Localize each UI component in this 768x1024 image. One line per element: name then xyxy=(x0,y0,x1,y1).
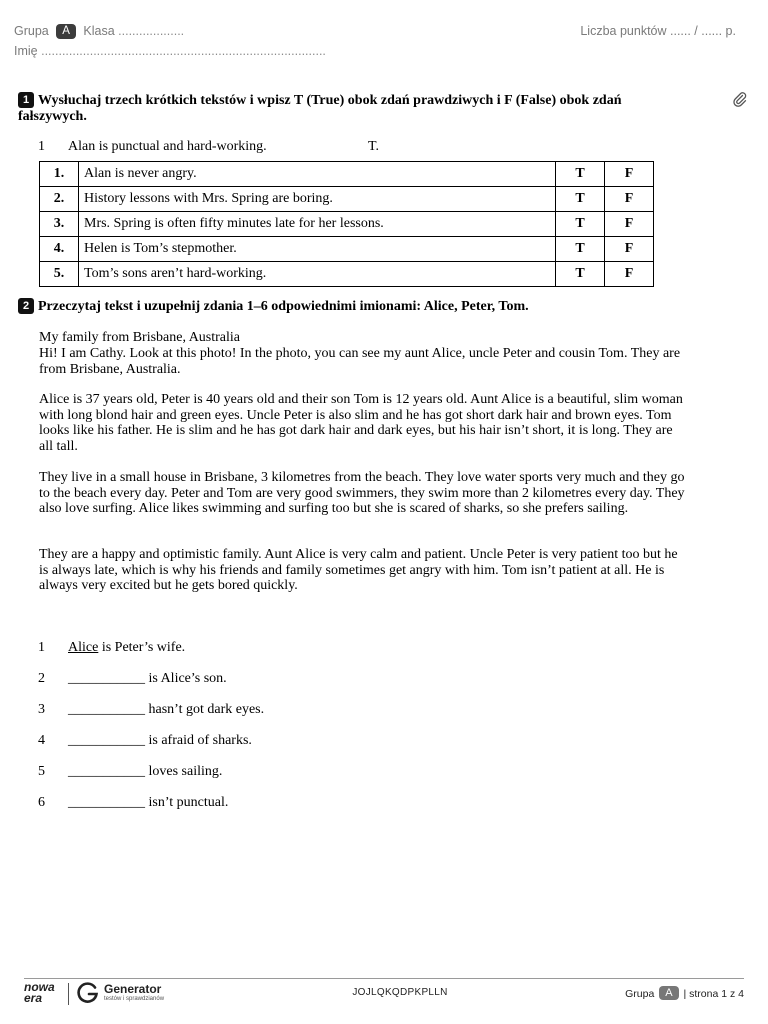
task-1-example xyxy=(38,139,380,155)
tf-row-number: 3. xyxy=(40,212,79,237)
klasa-label: Klasa xyxy=(83,24,115,38)
tf-statement: Mrs. Spring is often fifty minutes late for her lessons. xyxy=(79,212,556,237)
tf-row xyxy=(40,237,654,262)
answer-blank[interactable]: Alice xyxy=(68,640,99,655)
footer-group-badge: A xyxy=(659,986,678,1000)
question-number: 3 xyxy=(38,702,45,717)
tf-row-number: 5. xyxy=(40,262,79,287)
tf-row xyxy=(40,212,654,237)
task-1-number: 1 xyxy=(18,92,34,108)
false-option[interactable]: F xyxy=(605,187,654,212)
paperclip-icon[interactable] xyxy=(732,91,748,107)
footer-group-label: Grupa xyxy=(625,988,655,1000)
question-item xyxy=(38,764,222,780)
reading-title: My family from Brisbane, Australia xyxy=(39,330,241,345)
answer-blank[interactable]: ___________ xyxy=(68,702,145,717)
group-badge: A xyxy=(56,24,76,39)
header-name xyxy=(14,44,326,58)
question-number: 5 xyxy=(38,764,45,779)
true-option[interactable]: T xyxy=(556,187,605,212)
task-2-instruction xyxy=(18,298,668,315)
question-number: 1 xyxy=(38,640,45,655)
question-item xyxy=(38,795,228,811)
tf-row-number: 4. xyxy=(40,237,79,262)
true-option[interactable]: T xyxy=(556,262,605,287)
task-1-text: Wysłuchaj trzech krótkich tekstów i wpisz T (True) obok zdań prawdziwych i F (False) obok zdań fałszywych. xyxy=(18,93,622,124)
question-item xyxy=(38,640,185,656)
true-option[interactable]: T xyxy=(556,212,605,237)
tf-statement: Alan is never angry. xyxy=(79,162,556,187)
task-1-instruction xyxy=(18,92,658,125)
question-item xyxy=(38,702,264,718)
footer-divider xyxy=(24,978,744,979)
question-text: hasn’t got dark eyes. xyxy=(145,702,265,717)
grupa-label: Grupa xyxy=(14,24,49,38)
answer-blank[interactable]: ___________ xyxy=(68,764,145,779)
page-number: | strona 1 z 4 xyxy=(683,988,744,1000)
tf-statement: Helen is Tom’s stepmother. xyxy=(79,237,556,262)
example-answer: T. xyxy=(368,139,380,154)
false-option[interactable]: F xyxy=(605,162,654,187)
task-2-number: 2 xyxy=(18,298,34,314)
tf-row xyxy=(40,262,654,287)
footer-page-info xyxy=(625,986,744,1000)
question-text: is afraid of sharks. xyxy=(145,733,252,748)
question-text: loves sailing. xyxy=(145,764,223,779)
answer-blank[interactable]: ___________ xyxy=(68,733,145,748)
question-number: 2 xyxy=(38,671,45,686)
question-text: is Peter’s wife. xyxy=(98,640,186,655)
tf-statement: Tom’s sons aren’t hard-working. xyxy=(79,262,556,287)
example-number: 1 xyxy=(38,139,45,154)
tf-row-number: 2. xyxy=(40,187,79,212)
reading-paragraph: They live in a small house in Brisbane, 3 kilometres from the beach. They love water sports very much and they go to the beach every day. Peter and Tom are very good swimmers, they swim more than 2 kilometres every day. They also love surfing. Alice likes swimming and surfing too but she is scared of sharks, so she prefers sailing. xyxy=(39,470,685,516)
true-option[interactable]: T xyxy=(556,237,605,262)
generator-logo-subtitle: testów i sprawdzianów xyxy=(104,996,165,1002)
false-option[interactable]: F xyxy=(605,237,654,262)
true-option[interactable]: T xyxy=(556,162,605,187)
false-option[interactable]: F xyxy=(605,262,654,287)
false-option[interactable]: F xyxy=(605,212,654,237)
question-text: isn’t punctual. xyxy=(145,795,229,810)
answer-blank[interactable]: ___________ xyxy=(68,795,145,810)
generator-logo-text: Generator xyxy=(104,982,162,996)
klasa-field[interactable]: ................... xyxy=(118,24,185,38)
header-group-class xyxy=(14,24,184,39)
tf-row-number: 1. xyxy=(40,162,79,187)
task-2-text: Przeczytaj tekst i uzupełnij zdania 1–6 odpowiednimi imionami: Alice, Peter, Tom. xyxy=(38,299,529,314)
tf-statement: History lessons with Mrs. Spring are boring. xyxy=(79,187,556,212)
true-false-table xyxy=(39,161,654,287)
tf-row xyxy=(40,187,654,212)
points-field: Liczba punktów ...... / ...... p. xyxy=(580,24,736,38)
logo-nowa-text: nowa xyxy=(24,980,55,994)
name-label: Imię xyxy=(14,44,38,58)
tf-row xyxy=(40,162,654,187)
question-item xyxy=(38,733,252,749)
example-text: Alan is punctual and hard-working. xyxy=(68,139,267,154)
document-code: JOJLQKQDPKPLLN xyxy=(352,987,448,998)
question-number: 4 xyxy=(38,733,45,748)
question-number: 6 xyxy=(38,795,45,810)
name-field[interactable]: .................................................................................. xyxy=(41,44,326,58)
question-text: is Alice’s son. xyxy=(145,671,227,686)
question-item xyxy=(38,671,227,687)
reading-paragraph: They are a happy and optimistic family. Aunt Alice is very calm and patient. Uncle Peter is very patient too but he is always late, which is why his friends and family sometimes get angry with him. Tom isn’t patient at all. He is always very excited but he gets bored quickly. xyxy=(39,547,678,593)
reading-paragraph: Hi! I am Cathy. Look at this photo! In the photo, you can see my aunt Alice, uncle Peter and cousin Tom. They are from Brisbane, Australia. xyxy=(39,346,681,377)
answer-blank[interactable]: ___________ xyxy=(68,671,145,686)
logo-era-text: era xyxy=(24,991,43,1005)
reading-paragraph: Alice is 37 years old, Peter is 40 years old and their son Tom is 12 years old. Aunt Alice is a beautiful, slim woman with long blond hair and green eyes. Uncle Peter is also slim and he has got short dark hair and brown eyes. Tom looks like his father. He is slim and he has got dark hair and dark eyes, but his hair isn’t short, it is long. They are all tall. xyxy=(39,392,683,454)
